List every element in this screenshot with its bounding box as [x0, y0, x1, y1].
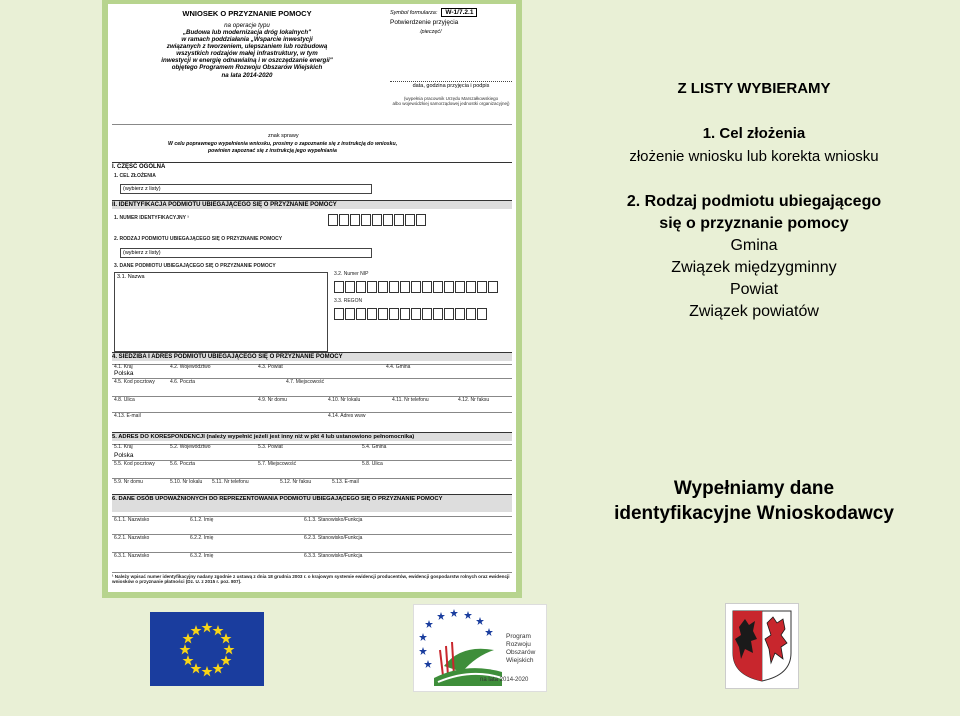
field-label: 4.9. Nr domu [258, 397, 287, 403]
field-label: 4.11. Nr telefonu [392, 397, 429, 403]
form-subtitle: inwestycji w energię odnawialną i w oszczędzanie energii" [161, 57, 333, 65]
date-label: data, godzina przyjęcia i podpis [390, 81, 512, 89]
field-label: 4.8. Ulica [114, 397, 135, 403]
coat-of-arms [725, 603, 799, 689]
prow-text-line: Program [506, 633, 531, 640]
field-label: 4.12. Nr faksu [458, 397, 490, 403]
form-subtitle: związanych z tworzeniem, ulepszaniem lub rozbudową [166, 43, 328, 50]
field-label: 5.5. Kod pocztowy [114, 461, 155, 467]
field-label: 6.1.3. Stanowisko/Funkcja [304, 517, 363, 523]
field-label: 1. CEL ZŁOŻENIA [114, 173, 156, 179]
regon-cells[interactable] [334, 308, 488, 320]
footnote: ¹ Należy wpisać numer identyfikacyjny nadany zgodnie z ustawą z dnia 18 grudnia 2003 r. o krajowym systemie ewidencji producentów, ewidencji gospodarstw rolnych oraz ewidencji wniosków o przyznanie płatności (Dz. U. z 2015 r. poz. 807). [112, 574, 510, 585]
field-label: 4.1. Kraj [114, 364, 133, 370]
prow-text-line: Wiejskich [506, 657, 534, 665]
subject-option: Związek międzygminny [671, 259, 837, 276]
subject-type-select[interactable]: (wybierz z listy) [120, 248, 372, 258]
divider [112, 396, 512, 397]
subject-title: się o przyznanie pomocy [659, 215, 849, 232]
country-value: Polska [114, 452, 134, 459]
field-label: 4.3. Powiat [258, 364, 283, 370]
fill-instruction: identyfikacyjne Wnioskodawcy [614, 503, 894, 524]
subject-option: Związek powiatów [689, 303, 819, 320]
field-label: 6.2.3. Stanowisko/Funkcja [304, 535, 363, 541]
form-header [112, 10, 382, 79]
name-field[interactable] [114, 272, 328, 352]
prow-text [506, 633, 535, 666]
prow-logo [413, 604, 547, 692]
section-heading: II. IDENTYFIKACJA PODMIOTU UBIEGAJĄCEGO SIĘ O PRZYZNANIE POMOCY [112, 202, 337, 208]
coat-of-arms-icon [731, 609, 793, 683]
form-frame [102, 0, 522, 598]
field-label: 5.13. E-mail [332, 479, 359, 485]
staff-note: albo wojewódzkiej samorządowej jednostki organizacyjnej) [392, 100, 510, 106]
field-label: 4.7. Miejscowość [286, 379, 325, 385]
goal-title: 1. Cel złożenia [702, 125, 806, 142]
field-label: 4.10. Nr lokalu [328, 397, 361, 403]
form-stamp-area [390, 8, 512, 106]
goal-value: złożenie wniosku lub korekta wniosku [629, 148, 879, 165]
form-title: WNIOSEK O PRZYZNANIE POMOCY [182, 9, 312, 18]
section-heading: 4. SIEDZIBA I ADRES PODMIOTU UBIEGAJĄCEGO SIĘ O PRZYZNANIE POMOCY [112, 354, 343, 360]
field-label: 5.7. Miejscowość [258, 461, 297, 467]
field-label: 6.2.2. Imię [190, 535, 214, 541]
instruction-text: powinien zapoznać się z instrukcją jego wypełniania [208, 148, 337, 154]
application-form-scan [108, 4, 516, 592]
form-subtitle: objętego Programem Rozwoju Obszarów Wiejskich [171, 64, 323, 72]
field-label: 5.10. Nr lokalu [170, 479, 203, 485]
prow-years: na lata 2014-2020 [480, 677, 529, 683]
field-label: 5.11. Nr telefonu [212, 479, 249, 485]
section-general [112, 162, 512, 171]
field-label: 4.2. Województwo [170, 364, 211, 370]
divider [112, 124, 512, 125]
confirm-label: Potwierdzenie przyjęcia [390, 19, 459, 27]
field-label: 5.4. Gmina [362, 444, 387, 450]
case-number-label: znak sprawy [268, 133, 299, 139]
field-label: 6.1.1. Nazwisko [114, 517, 150, 523]
eu-flag-icon [150, 612, 264, 686]
field-label: 2. RODZAJ PODMIOTU UBIEGAJĄCEGO SIĘ O PRZYZNANIE POMOCY [114, 236, 283, 242]
section-identification [112, 200, 512, 209]
section-representatives [112, 494, 512, 512]
field-label: 4.4. Gmina [386, 364, 411, 370]
field-label: 6.3.1. Nazwisko [114, 553, 150, 559]
symbol-value: W-1/7.2.1 [441, 8, 477, 17]
form-subtitle: wszystkich rodzajów małej infrastruktury, w tym [176, 50, 318, 58]
field-label: 6.3.3. Stanowisko/Funkcja [304, 553, 363, 559]
fill-instruction: Wypełniamy dane [673, 478, 835, 499]
prow-text-line: Rozwoju [506, 641, 531, 649]
form-subtitle: „Budowa lub modernizacja dróg lokalnych" [182, 28, 312, 36]
field-label: 3.1. Nazwa [117, 274, 145, 280]
subject-option: Gmina [730, 237, 778, 254]
subject-option: Powiat [729, 281, 779, 298]
section-correspondence [112, 432, 512, 441]
form-subtitle: na lata 2014-2020 [221, 71, 273, 79]
field-label: 5.1. Kraj [114, 444, 133, 450]
section-heading: 6. DANE OSÓB UPOWAŻNIONYCH DO REPREZENTOWANIA PODMIOTU UBIEGAJĄCEGO SIĘ O PRZYZNANIE POMOCY [112, 496, 443, 502]
id-number-cells[interactable] [328, 214, 427, 226]
field-label: 5.8. Ulica [362, 461, 383, 467]
symbol-label: Symbol formularza: [390, 10, 438, 16]
field-label: 3.3. REGON [334, 298, 363, 304]
prow-text-line: Obszarów [506, 649, 536, 657]
section-heading: 5. ADRES DO KORESPONDENCJI (należy wypełnić jeżeli jest inny niż w pkt 4 lub ustanowiono pełnomocnika) [112, 434, 415, 440]
field-label: 6.2.1. Nazwisko [114, 535, 150, 541]
field-label: 4.14. Adres www [328, 413, 366, 419]
staff-note: (wypełnia pracownik Urzędu Marszałkowskiego [403, 95, 499, 101]
field-label: 6.1.2. Imię [190, 517, 214, 523]
field-label: 4.6. Poczta [170, 379, 196, 385]
country-value: Polska [114, 370, 134, 377]
field-label: 6.3.2. Imię [190, 553, 214, 559]
field-label: 5.9. Nr domu [114, 479, 143, 485]
instruction-text: W celu poprawnego wypełnienia wniosku, prosimy o zapoznanie się z instrukcją do wniosku, [168, 141, 398, 147]
section-heading: I. CZĘŚĆ OGÓLNA [112, 164, 166, 170]
field-label: 3.2. Numer NIP [334, 271, 369, 277]
stamp-label: /pieczęć/ [420, 28, 442, 35]
field-label: 5.6. Poczta [170, 461, 196, 467]
goal-select[interactable]: (wybierz z listy) [120, 184, 372, 194]
form-subtitle: w ramach poddziałania „Wsparcie inwestycji [181, 35, 313, 43]
field-label: 5.2. Województwo [170, 444, 211, 450]
field-label: 5.3. Powiat [258, 444, 283, 450]
field-label: 5.12. Nr faksu [280, 479, 312, 485]
nip-cells[interactable] [334, 281, 499, 293]
form-subtitle: na operacje typu [224, 21, 270, 29]
field-label: 1. NUMER IDENTYFIKACYJNY ¹ [114, 215, 189, 221]
divider [112, 572, 512, 573]
field-label: 4.13. E-mail [114, 413, 141, 419]
subject-title: 2. Rodzaj podmiotu ubiegającego [626, 193, 882, 210]
field-label: 4.5. Kod pocztowy [114, 379, 155, 385]
section-address [112, 352, 512, 361]
field-label: 3. DANE PODMIOTU UBIEGAJĄCEGO SIĘ O PRZYZNANIE POMOCY [114, 263, 276, 269]
divider [112, 412, 512, 413]
lists-heading: Z LISTY WYBIERAMY [677, 80, 831, 97]
